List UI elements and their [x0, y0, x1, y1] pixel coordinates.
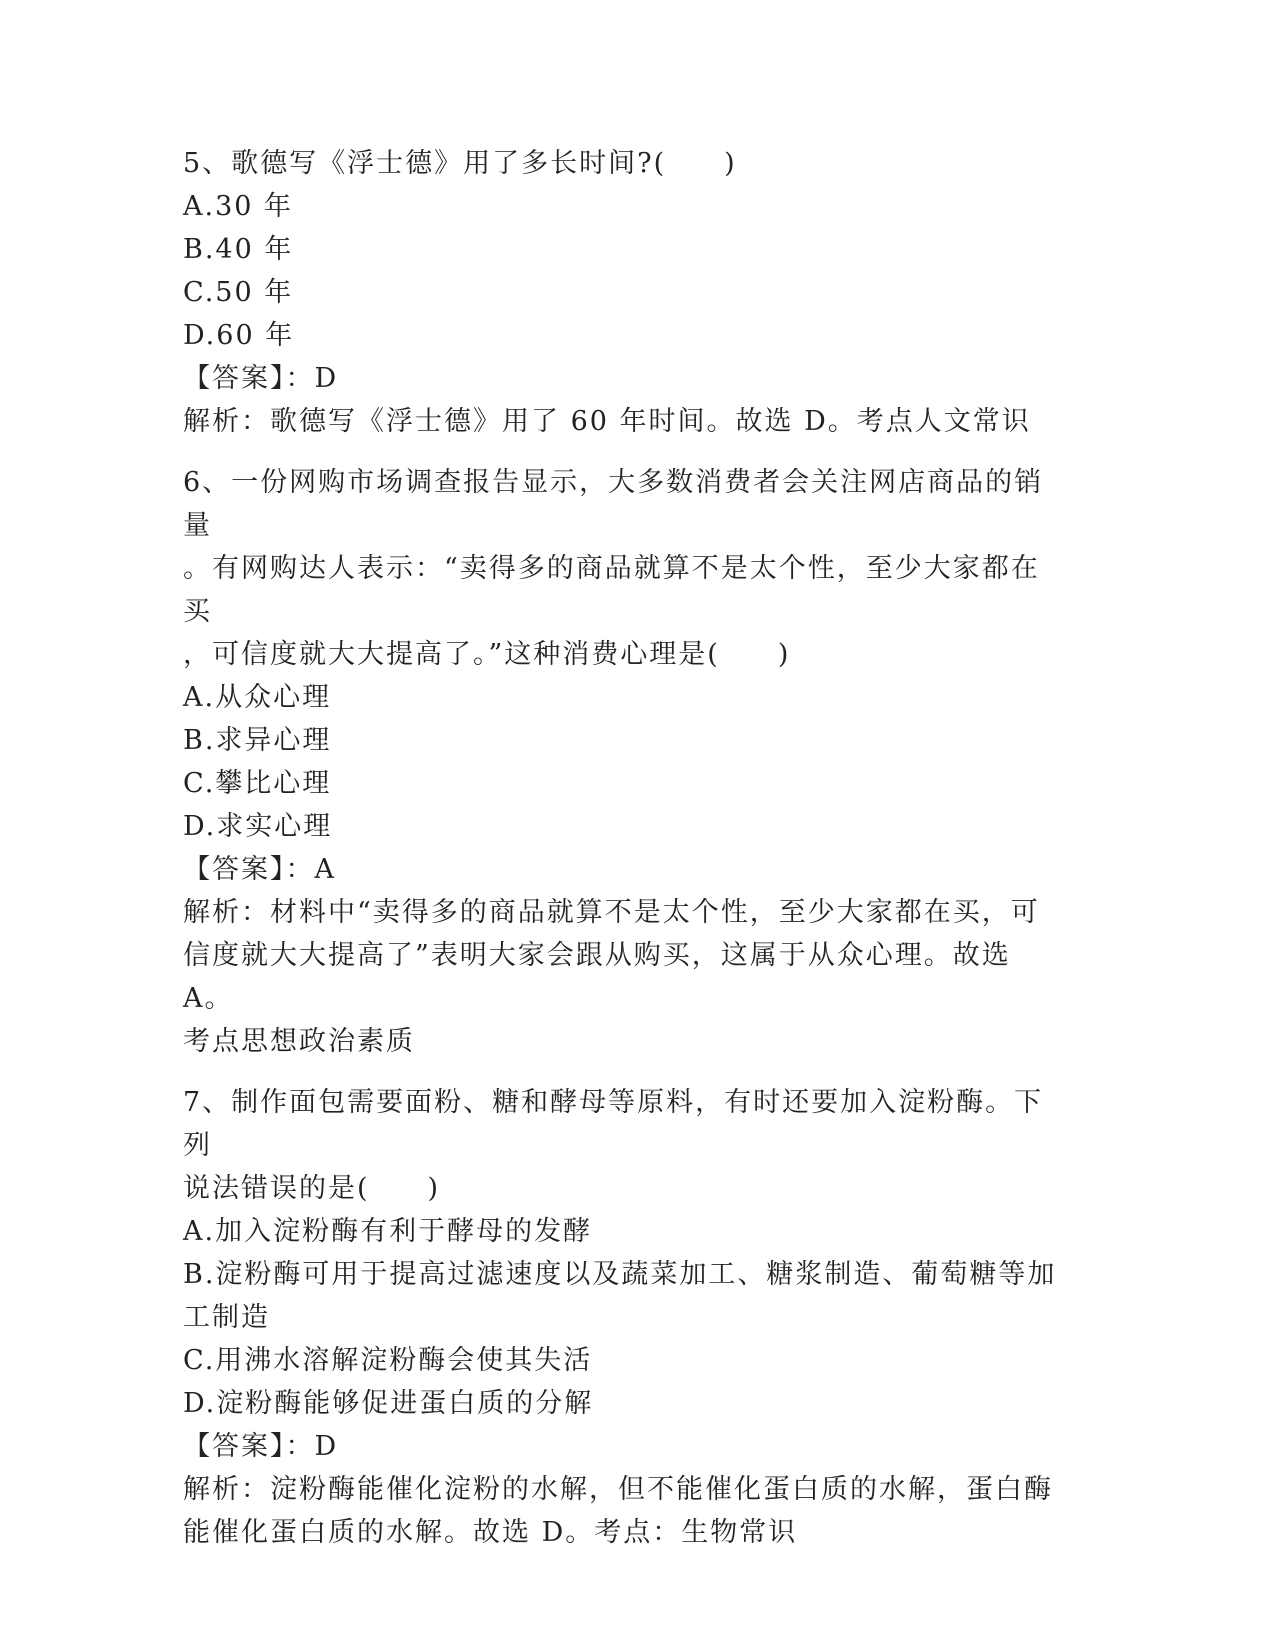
question-5: [183, 142, 1063, 443]
question-stem: 5、歌德写《浮士德》用了多长时间?( ): [183, 148, 737, 179]
option-c: C.50 年: [183, 277, 294, 308]
analysis: 能催化蛋白质的水解。故选 D。考点：生物常识: [183, 1517, 798, 1548]
answer: 【答案】：A: [183, 854, 336, 885]
document-page: [183, 142, 1063, 1554]
question-stem: 说法错误的是( ): [183, 1173, 441, 1204]
option-b: B.求异心理: [183, 725, 332, 756]
option-d: D.求实心理: [183, 811, 333, 842]
question-stem: 7、制作面包需要面粉、糖和酵母等原料，有时还要加入淀粉酶。下列: [183, 1087, 1044, 1161]
question-stem: 。有网购达人表示：“卖得多的商品就算不是太个性，至少大家都在买: [183, 553, 1040, 627]
option-a: A.从众心理: [183, 682, 332, 713]
option-b: B.40 年: [183, 234, 294, 265]
question-6: [183, 461, 1063, 1063]
analysis: 解析：歌德写《浮士德》用了 60 年时间。故选 D。考点人文常识: [183, 406, 1031, 437]
option-d: D.淀粉酶能够促进蛋白质的分解: [183, 1388, 594, 1419]
analysis: 解析：淀粉酶能催化淀粉的水解，但不能催化蛋白质的水解，蛋白酶: [183, 1474, 1053, 1505]
question-stem: 6、一份网购市场调查报告显示，大多数消费者会关注网店商品的销量: [183, 467, 1044, 541]
analysis: 信度就大大提高了”表明大家会跟从购买，这属于从众心理。故选 A。: [183, 940, 1022, 1014]
question-stem: ，可信度就大大提高了。”这种消费心理是( ): [183, 639, 791, 670]
option-d: D.60 年: [183, 320, 295, 351]
option-c: C.用沸水溶解淀粉酶会使其失活: [183, 1345, 593, 1376]
option-b-continued: 工制造: [183, 1302, 270, 1333]
option-a: A.30 年: [183, 191, 294, 222]
option-c: C.攀比心理: [183, 768, 332, 799]
option-a: A.加入淀粉酶有利于酵母的发酵: [183, 1216, 593, 1247]
option-b: B.淀粉酶可用于提高过滤速度以及蔬菜加工、糖浆制造、葡萄糖等加: [183, 1259, 1057, 1290]
answer: 【答案】：D: [183, 363, 339, 394]
question-7: [183, 1081, 1063, 1554]
analysis: 解析：材料中“卖得多的商品就算不是太个性，至少大家都在买，可: [183, 897, 1040, 928]
analysis: 考点思想政治素质: [183, 1026, 415, 1057]
answer: 【答案】：D: [183, 1431, 339, 1462]
